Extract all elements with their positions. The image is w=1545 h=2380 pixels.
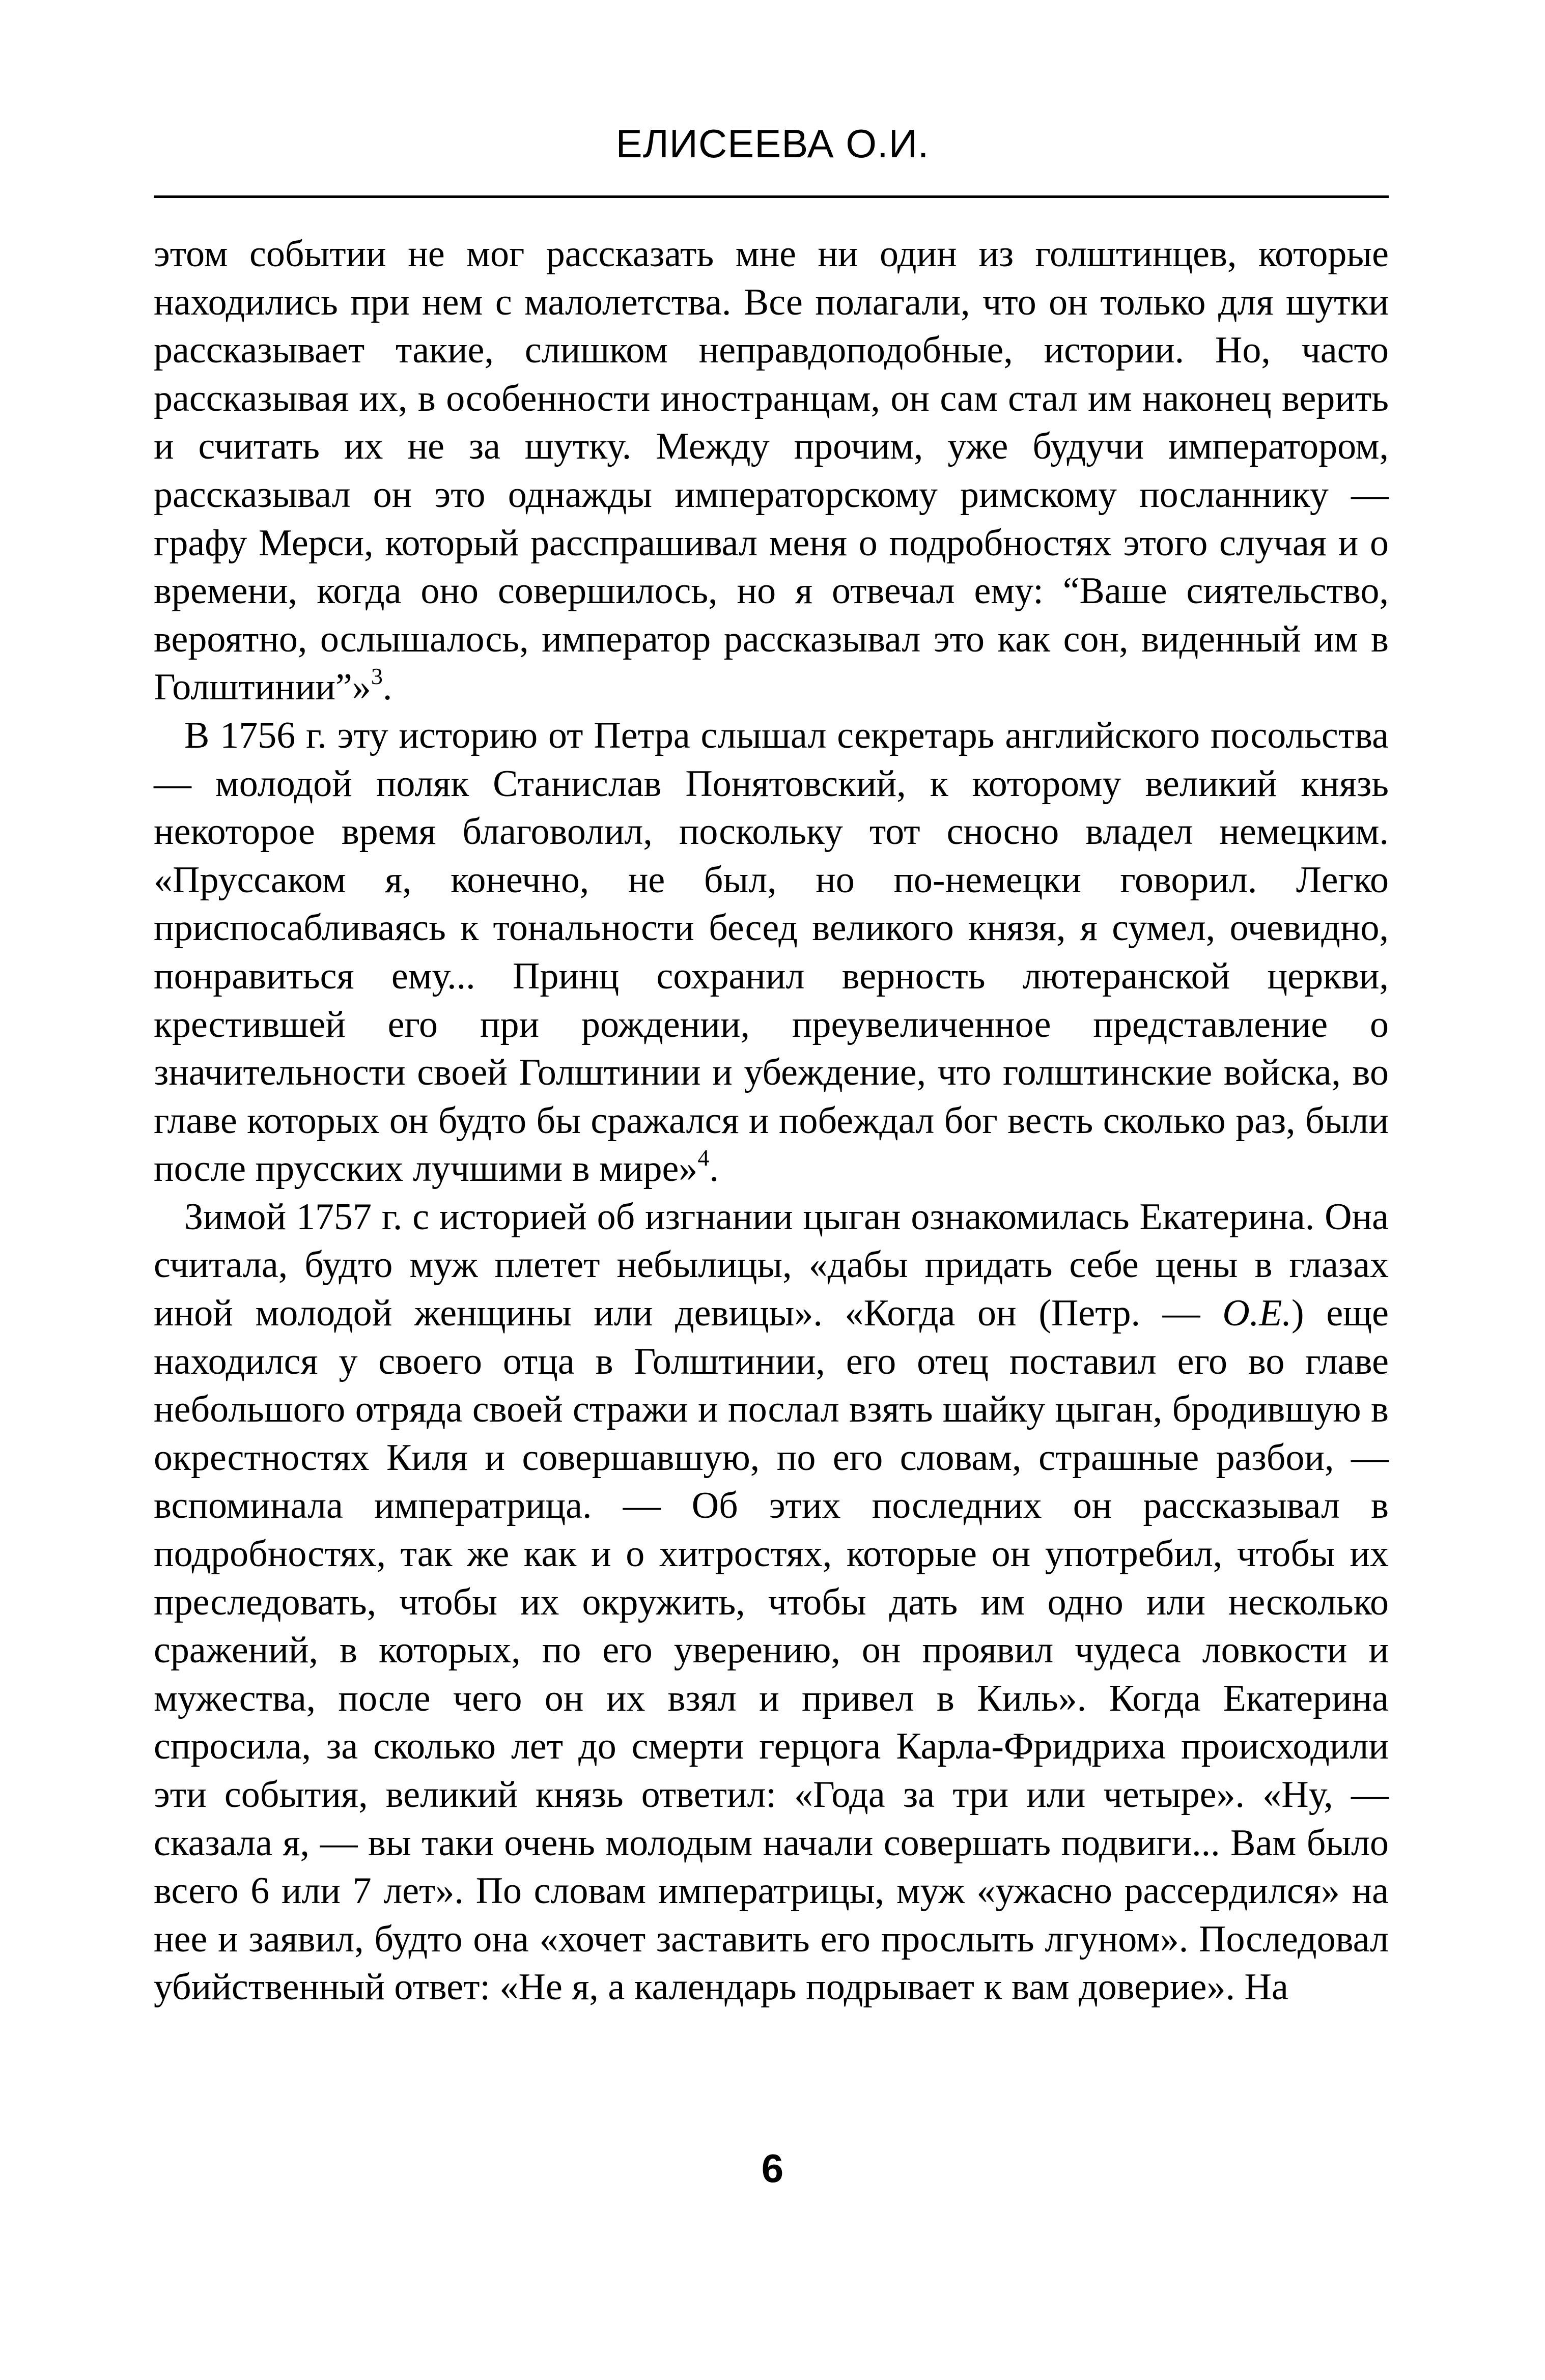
- author-initials: О.Е.: [1222, 1292, 1291, 1335]
- running-head: ЕЛИСЕЕВА О.И.: [615, 121, 930, 166]
- paragraph-1: [154, 230, 1389, 712]
- page-number: 6: [761, 2146, 784, 2191]
- paragraph-1-text: этом событии не мог рассказать мне ни один из голштинцев, которые находились при нем с малолетства. Все полагали, что он только для шутки рассказывает такие, слишком неправдоподобные, истории. Но, часто рассказывая их, в особенности иностранцам, он сам стал им наконец верить и считать их не за шутку. Между прочим, уже будучи императором, рассказывал он это однажды императорскому римскому посланнику — графу Мерси, который расспрашивал меня о подробностях этого случая и о времени, когда оно совершилось, но я отвечал ему: “Ваше сиятельство, вероятно, ослышалось, император рассказывал это как сон, виденный им в Голштинии”»: [154, 233, 1389, 709]
- body-text: [154, 230, 1389, 2011]
- header-rule: [154, 195, 1389, 198]
- footnote-ref-3: 3: [371, 663, 383, 690]
- paragraph-1-end: .: [382, 666, 392, 709]
- paragraph-3: [154, 1193, 1389, 2011]
- paragraph-2: [154, 712, 1389, 1193]
- paragraph-3-text-b: ) еще находился у своего отца в Голштинии, его отец поставил его во главе небольшого отряда своей стражи и послал взять шайку цыган, бродившую в окрестностях Киля и совершавшую, по его словам, страшные разбои, — вспоминала императрица. — Об этих последних он рассказывал в подробностях, так же как и о хитростях, которые он употребил, чтобы их преследовать, чтобы их окружить, чтобы дать им одно или несколько сражений, в которых, по его уверению, он проявил чудеса ловкости и мужества, после чего он их взял и привел в Киль». Когда Екатерина спросила, за сколько лет до смерти герцога Карла-Фридриха происходили эти события, великий князь ответил: «Года за три или четыре». «Ну, — сказала я, — вы таки очень молодым начали совершать подвиги... Вам было всего 6 или 7 лет». По словам императрицы, муж «ужасно рассердился» на нее и заявил, будто она «хочет заставить его прослыть лгуном». Последовал убийственный ответ: «Не я, а календарь подрывает к вам доверие». На: [154, 1292, 1389, 2008]
- paragraph-3-text-a: Зимой 1757 г. с историей об изгнании цыган ознакомилась Екатерина. Она считала, будто муж плетет небылицы, «дабы придать себе цены в глазах иной молодой женщины или девицы». «Когда он (Петр. —: [154, 1196, 1389, 1335]
- footnote-ref-4: 4: [697, 1145, 710, 1171]
- paragraph-2-text: В 1756 г. эту историю от Петра слышал секретарь английского посольства — молодой поляк Станислав Понятовский, к которому великий князь некоторое время благоволил, поскольку тот сносно владел немецким. «Пруссаком я, конечно, не был, но по-немецки говорил. Легко приспосабливаясь к тональности бесед великого князя, я сумел, очевидно, понравиться ему... Принц сохранил верность лютеранской церкви, крестившей его при рождении, преувеличенное представление о значительности своей Голштинии и убеждение, что голштинские войска, во главе которых он будто бы сражался и побеждал бог весть сколько раз, были после прусских лучшими в мире»: [154, 714, 1389, 1190]
- paragraph-2-end: .: [709, 1148, 719, 1190]
